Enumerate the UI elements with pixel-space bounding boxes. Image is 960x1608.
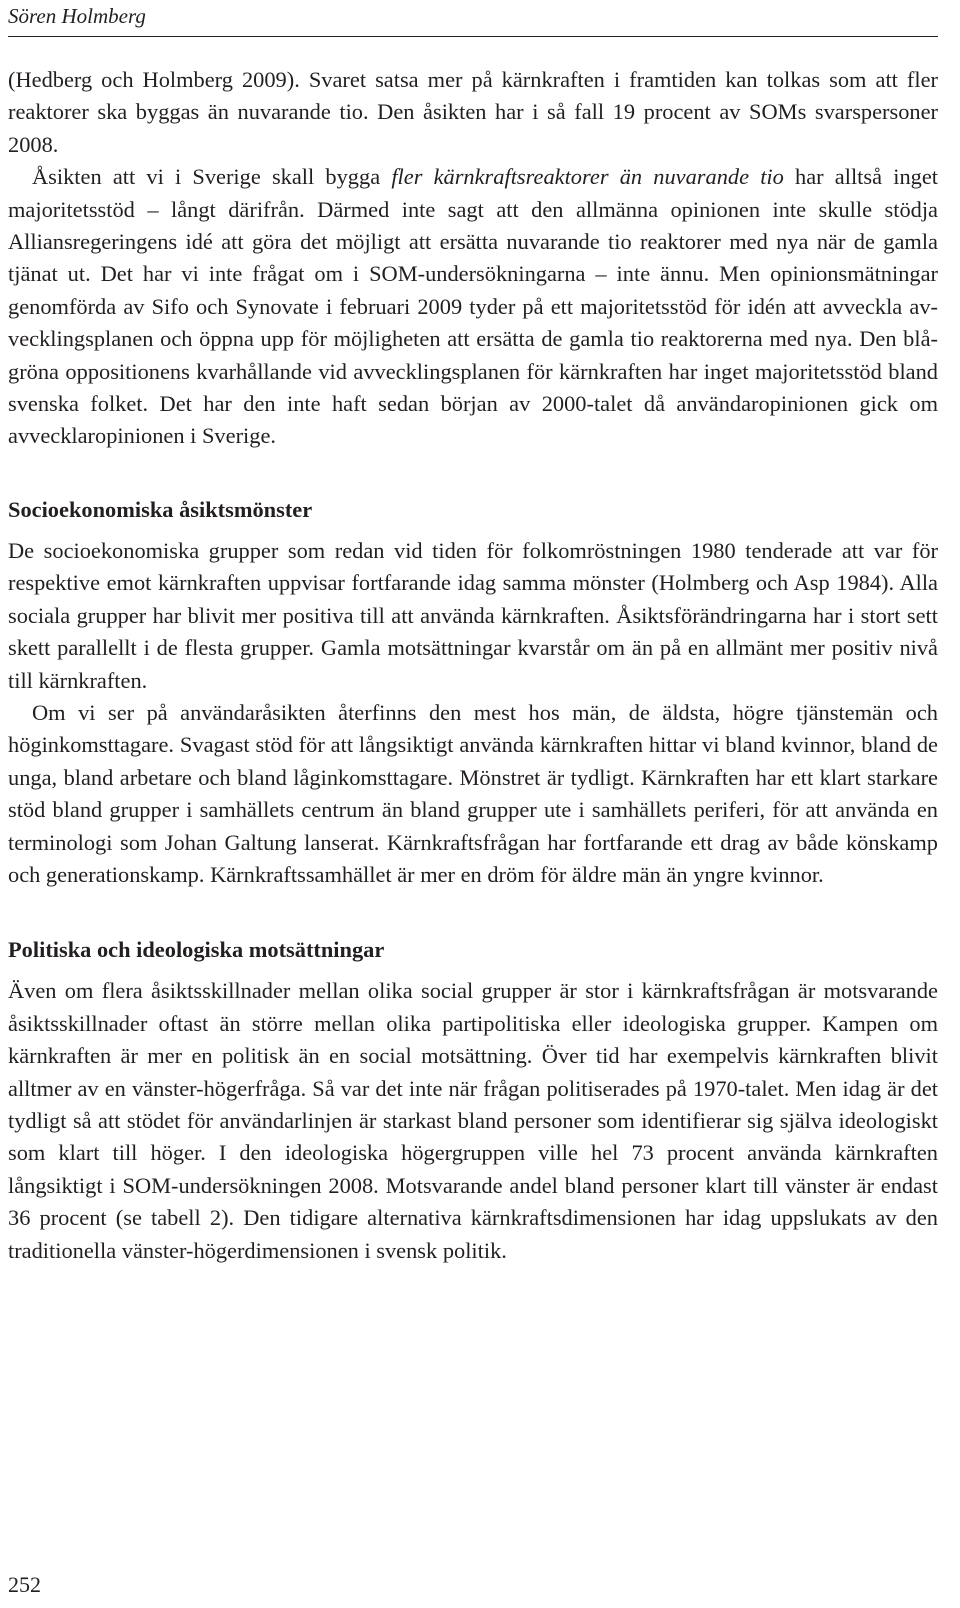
section1-paragraph-1: De socioekonomiska grupper som redan vid tiden för folkomröstningen 1980 tenderade att var för respektive emot kärnkraften uppvisar fortfarande idag samma mönster (Holmberg och Asp 1984). Alla sociala grupper har blivit mer positiva till att använda kärnkraften. Åsiktsförändringarna har i stort sett skett parallellt i de flesta grupper. Gamla motsättningar kvarstår om än på en allmänt mer positiv nivå till kärnkraften. [8,537,938,693]
section2-paragraph-1: Även om flera åsiktsskillnader mellan olika social grupper är stor i kärnkraftsfrågan är motsvarande åsiktsskillnader oftast än större mellan olika partipolitiska eller ideologiska grupper. Kampen om kärnkraften är mer en politisk än en social motsättning. Över tid har exempelvis kärnkraften blivit alltmer av en vänster-högerfråga. Så var det inte när frågan politiserades på 1970-talet. Men idag är det tydligt så att stödet för användarlinjen är starkast bland personer som identifierar sig själva ideologiskt som klart till höger. I den ideologiska högergruppen ville hel 73 procent använda kärnkraften långsiktigt i SOM-undersökningen 2008. Motsvarande andel bland personer klart till vänster är endast 36 procent (se tabell 2). Den tidigare alternativa kärnkraftsdimensionen har idag uppslukats av den traditionella vänster-högerdimensionen i svensk politik. [8,978,938,1263]
section-heading-political: Politiska och ideologiska motsättningar [8,937,385,963]
running-head-author: Sören Holmberg [8,4,146,28]
intro-paragraph-2-start: Åsikten att vi i Sverige skall bygga [32,164,392,190]
intro-paragraph-1: (Hedberg och Holmberg 2009). Svaret satsa mer på kärnkraften i framtiden kan tolkas som att fler reaktorer ska byggas än nuvarande tio. Den åsikten har i så fall 19 procent av SOMs svarspersoner 2008. [8,67,938,157]
intro-paragraph-2 [8,161,938,453]
header-rule [8,36,938,37]
page-number: 252 [8,1572,41,1597]
intro-paragraph-2-rest: har alltså inget majoritetsstöd – långt därifrån. Därmed inte sagt att den allmänna opinionen inte skulle stödja Alliansregeringens idé att göra det möjligt att ersätta nuvarande tio reaktorer med nya när de gamla tjänat ut. Det har vi inte frågat om i SOM-undersökningarna – inte ännu. Men opinionsmätningar genomförda av Sifo och Synovate i februari 2009 tyder på ett majoritetsstöd för idén att avveckla avvecklingsplanen och öppna upp för möjligheten att ersätta de gamla tio reaktorerna med nya. Den blå-gröna oppositionens kvarhållande vid avvecklingsplanen för kärnkraften har inget majoritetsstöd bland svenska folket. Det har den inte haft sedan början av 2000-talet då användaropinionen gick om avvecklaropinionen i Sverige. [8,164,938,449]
body-text [8,64,938,1267]
document-page [8,0,938,1608]
section1-paragraph-2: Om vi ser på användaråsikten återfinns den mest hos män, de äldsta, högre tjänstemän och höginkomsttagare. Svagast stöd för att långsiktigt använda kärnkraften hittar vi bland kvinnor, bland de unga, bland arbetare och bland låginkomsttagare. Mönstret är tydligt. Kärnkraften har ett klart starkare stöd bland grupper i samhällets centrum än bland grupper ute i samhällets periferi, för att använda en terminologi som Johan Galtung lanserat. Kärnkraftsfrågan har fortfarande ett drag av både könskamp och generationskamp. Kärnkraftssamhället är mer en dröm för äldre män än yngre kvinnor. [8,699,938,887]
section-heading-socioeconomic: Socioekonomiska åsiktsmönster [8,496,313,522]
intro-paragraph-2-emphasis: fler kärnkraftsreaktorer än nuvarande tio [391,164,784,190]
